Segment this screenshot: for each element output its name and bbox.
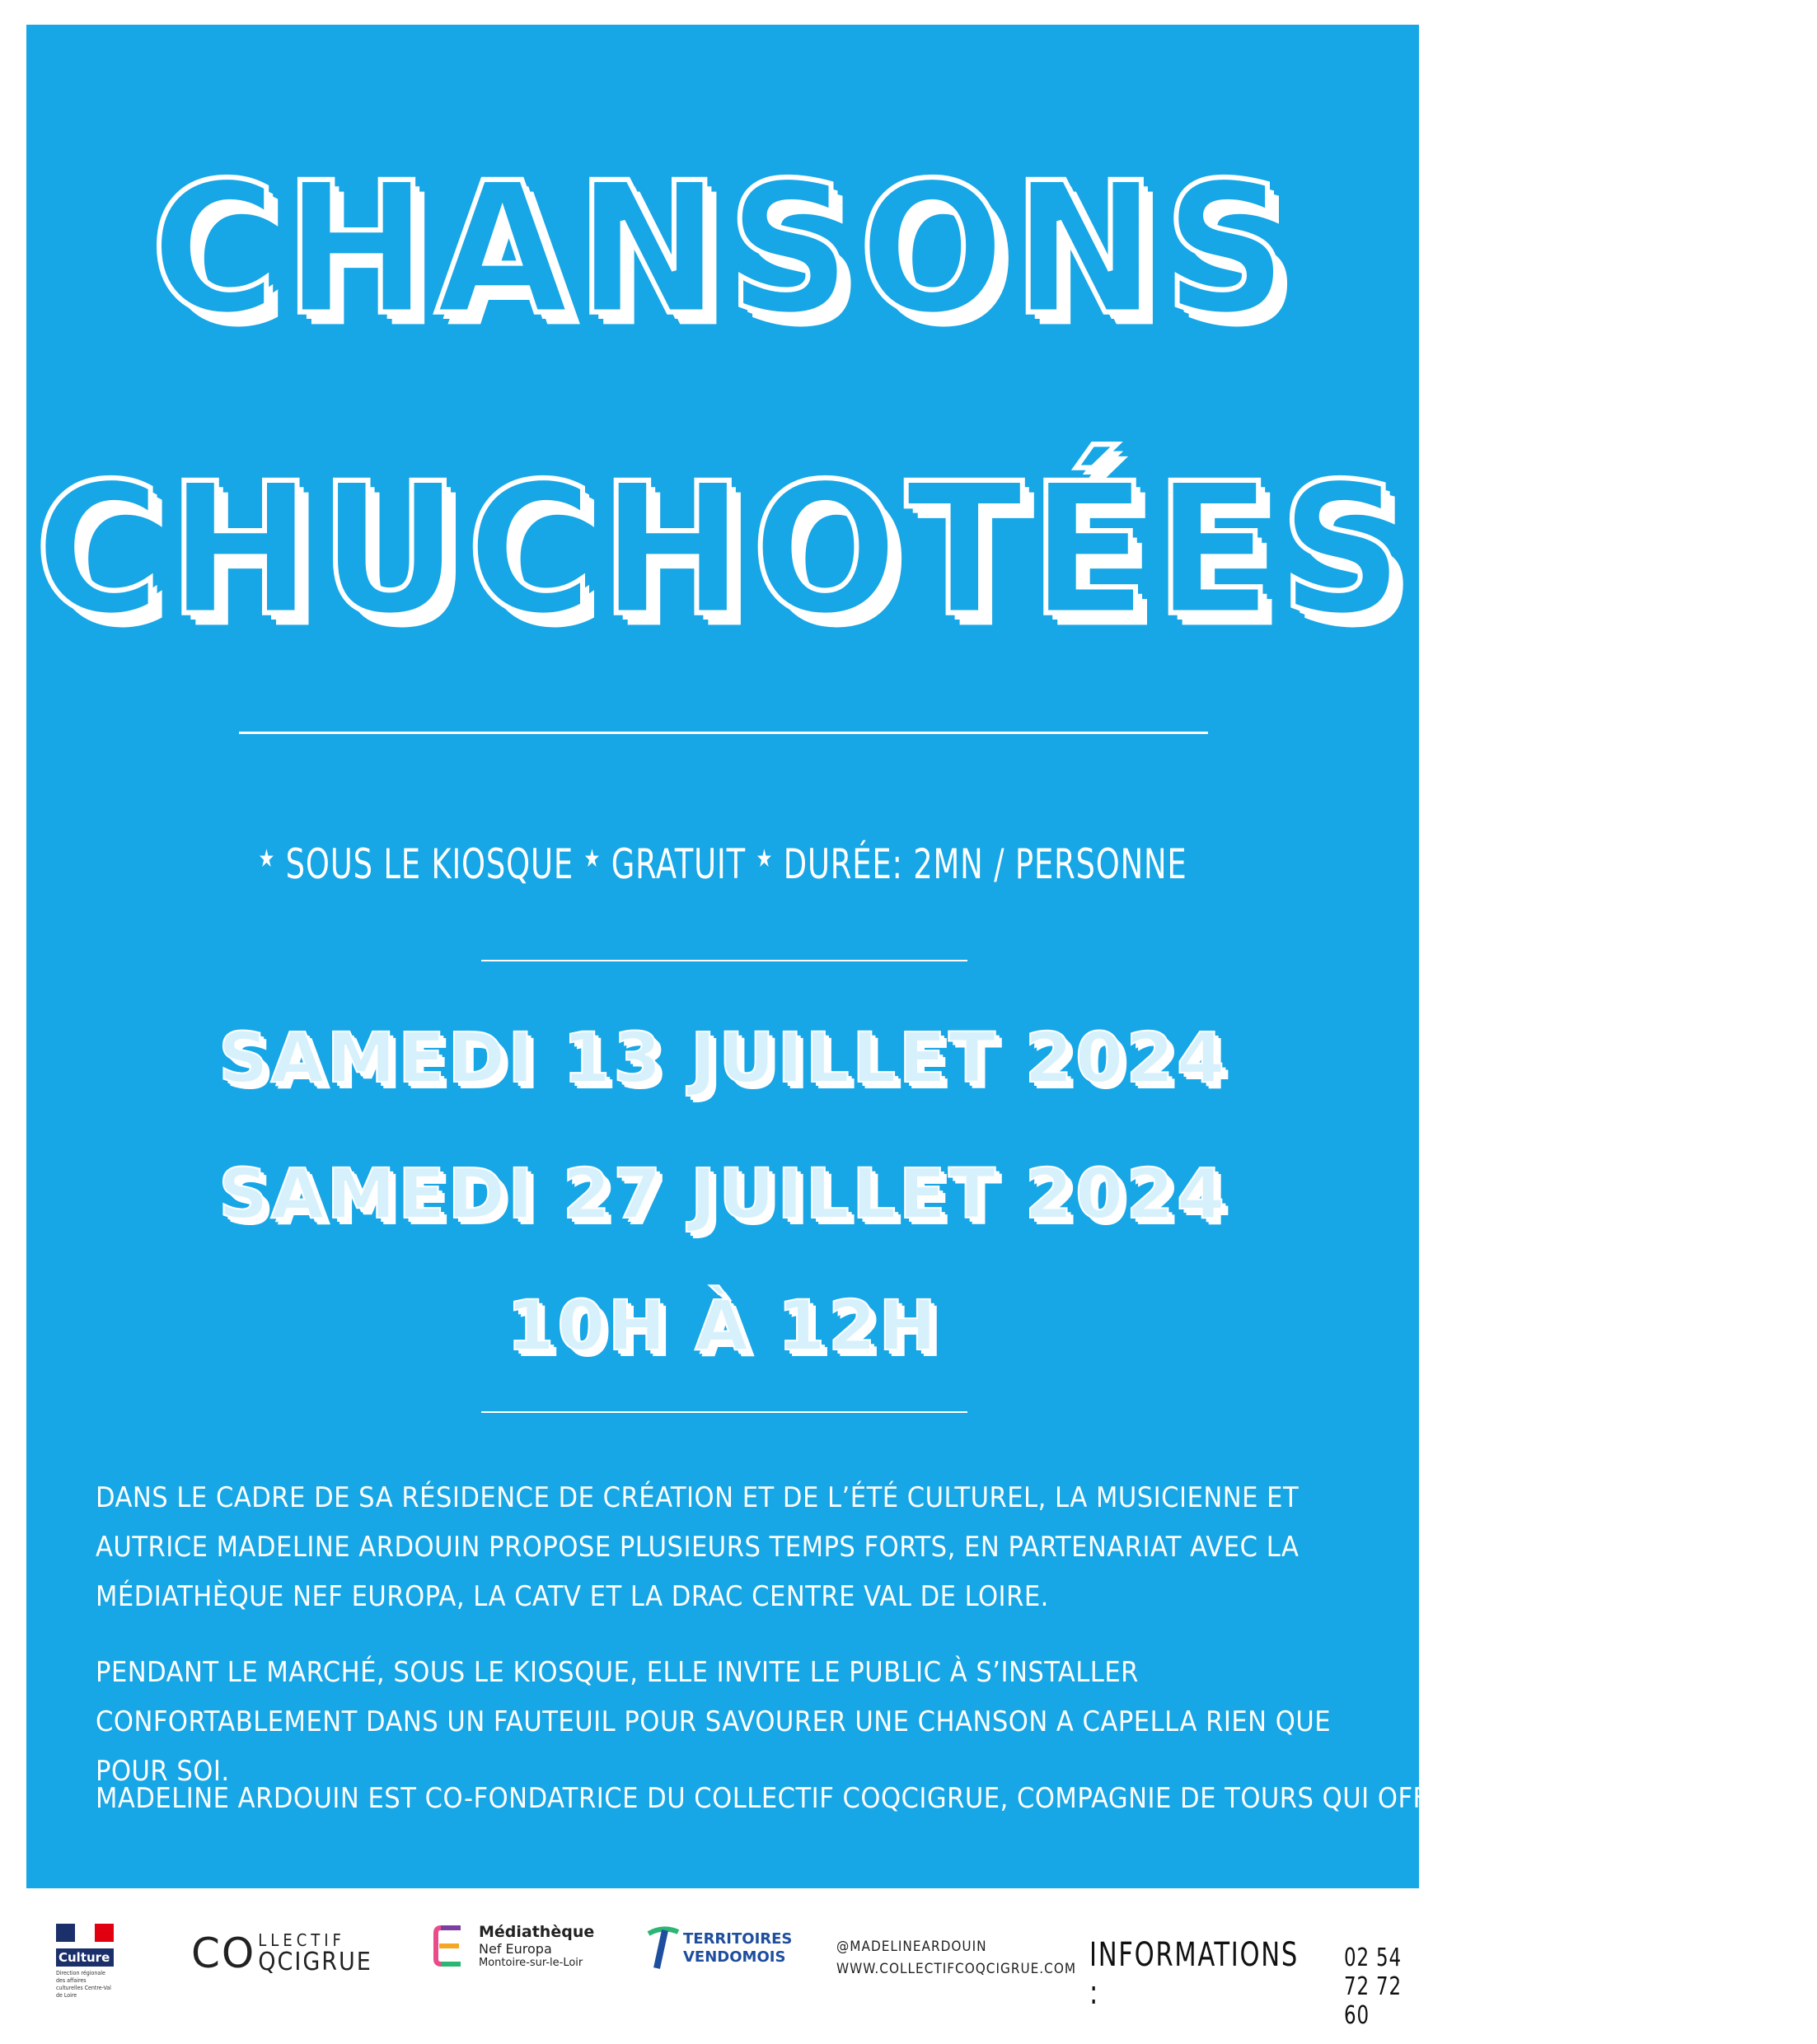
event-info-line [152, 840, 1294, 888]
informations-label: INFORMATIONS : [1089, 1936, 1299, 2012]
coqcigrue-logo: CO LLECTIF QCIGRUE [191, 1929, 372, 1977]
title-line-2: CHUCHOTÉES [34, 443, 1412, 657]
info-price: GRATUIT [611, 840, 746, 888]
info-duration: DURÉE: 2MN / PERSONNE [783, 840, 1187, 888]
time-range: 10H À 12H [506, 1285, 939, 1366]
paragraph-context: DANS LE CADRE DE SA RÉSIDENCE DE CRÉATION ET DE L’ÉTÉ CULTUREL, LA MUSICIENNE ET AUTRICE MADELINE ARDOUIN PROPOSE PLUSIEURS TEMPS FORTS, EN PARTENARIAT AVEC LA MÉDIATHÈQUE NEF EUROPA, LA CATV ET LA DRAC CENTRE VAL DE LOIRE. [96, 1481, 1300, 1613]
paragraph-description: PENDANT LE MARCHÉ, SOUS LE KIOSQUE, ELLE INVITE LE PUBLIC À S’INSTALLER CONFORTABLEMENT DANS UN FAUTEUIL POUR SAVOURER UNE CHANSON A CAPELLA RIEN QUE POUR SOI. [96, 1656, 1332, 1788]
mediatheque-e-icon [433, 1921, 466, 1971]
french-flag-icon [56, 1924, 114, 1942]
territoires-t-icon [647, 1924, 680, 1973]
territoires-vendomois-logo: TERRITOIRES VENDOMOIS [647, 1924, 792, 1973]
date-1: SAMEDI 13 JUILLET 2024 [218, 1017, 1228, 1098]
culture-ministry-logo: Culture Direction régionale des affaires culturelles Centre-Val de Loire [56, 1924, 114, 2000]
star-icon: ★ [258, 844, 276, 873]
informations-block [1089, 1936, 1445, 2030]
star-icon: ★ [583, 844, 602, 873]
info-location: SOUS LE KIOSQUE [285, 840, 574, 888]
social-handle: @MADELINEARDOUIN [836, 1939, 987, 1955]
star-icon: ★ [756, 844, 774, 873]
divider-top [239, 732, 1208, 734]
divider-middle [481, 960, 967, 961]
contact-block [836, 1936, 1076, 1981]
divider-bottom [481, 1411, 967, 1413]
footer-logos [0, 1895, 1445, 2044]
poster-background [26, 25, 1817, 1888]
paragraph-bio: MADELINE ARDOUIN EST CO-FONDATRICE DU COLLECTIF COQCIGRUE, COMPAGNIE DE TOURS QUI OFFRE DES FORMES ARTISTIQUES [96, 1782, 1817, 1815]
mediatheque-logo: Médiathèque Nef Europa Montoire-sur-le-Loir [433, 1921, 594, 1971]
date-2: SAMEDI 27 JUILLET 2024 [218, 1153, 1228, 1234]
website-link[interactable]: WWW.COLLECTIFCOQCIGRUE.COM [836, 1961, 1077, 1977]
phone-number[interactable]: 02 54 72 72 60 [1343, 1943, 1402, 2030]
title-line-1: CHANSONS [150, 143, 1295, 356]
